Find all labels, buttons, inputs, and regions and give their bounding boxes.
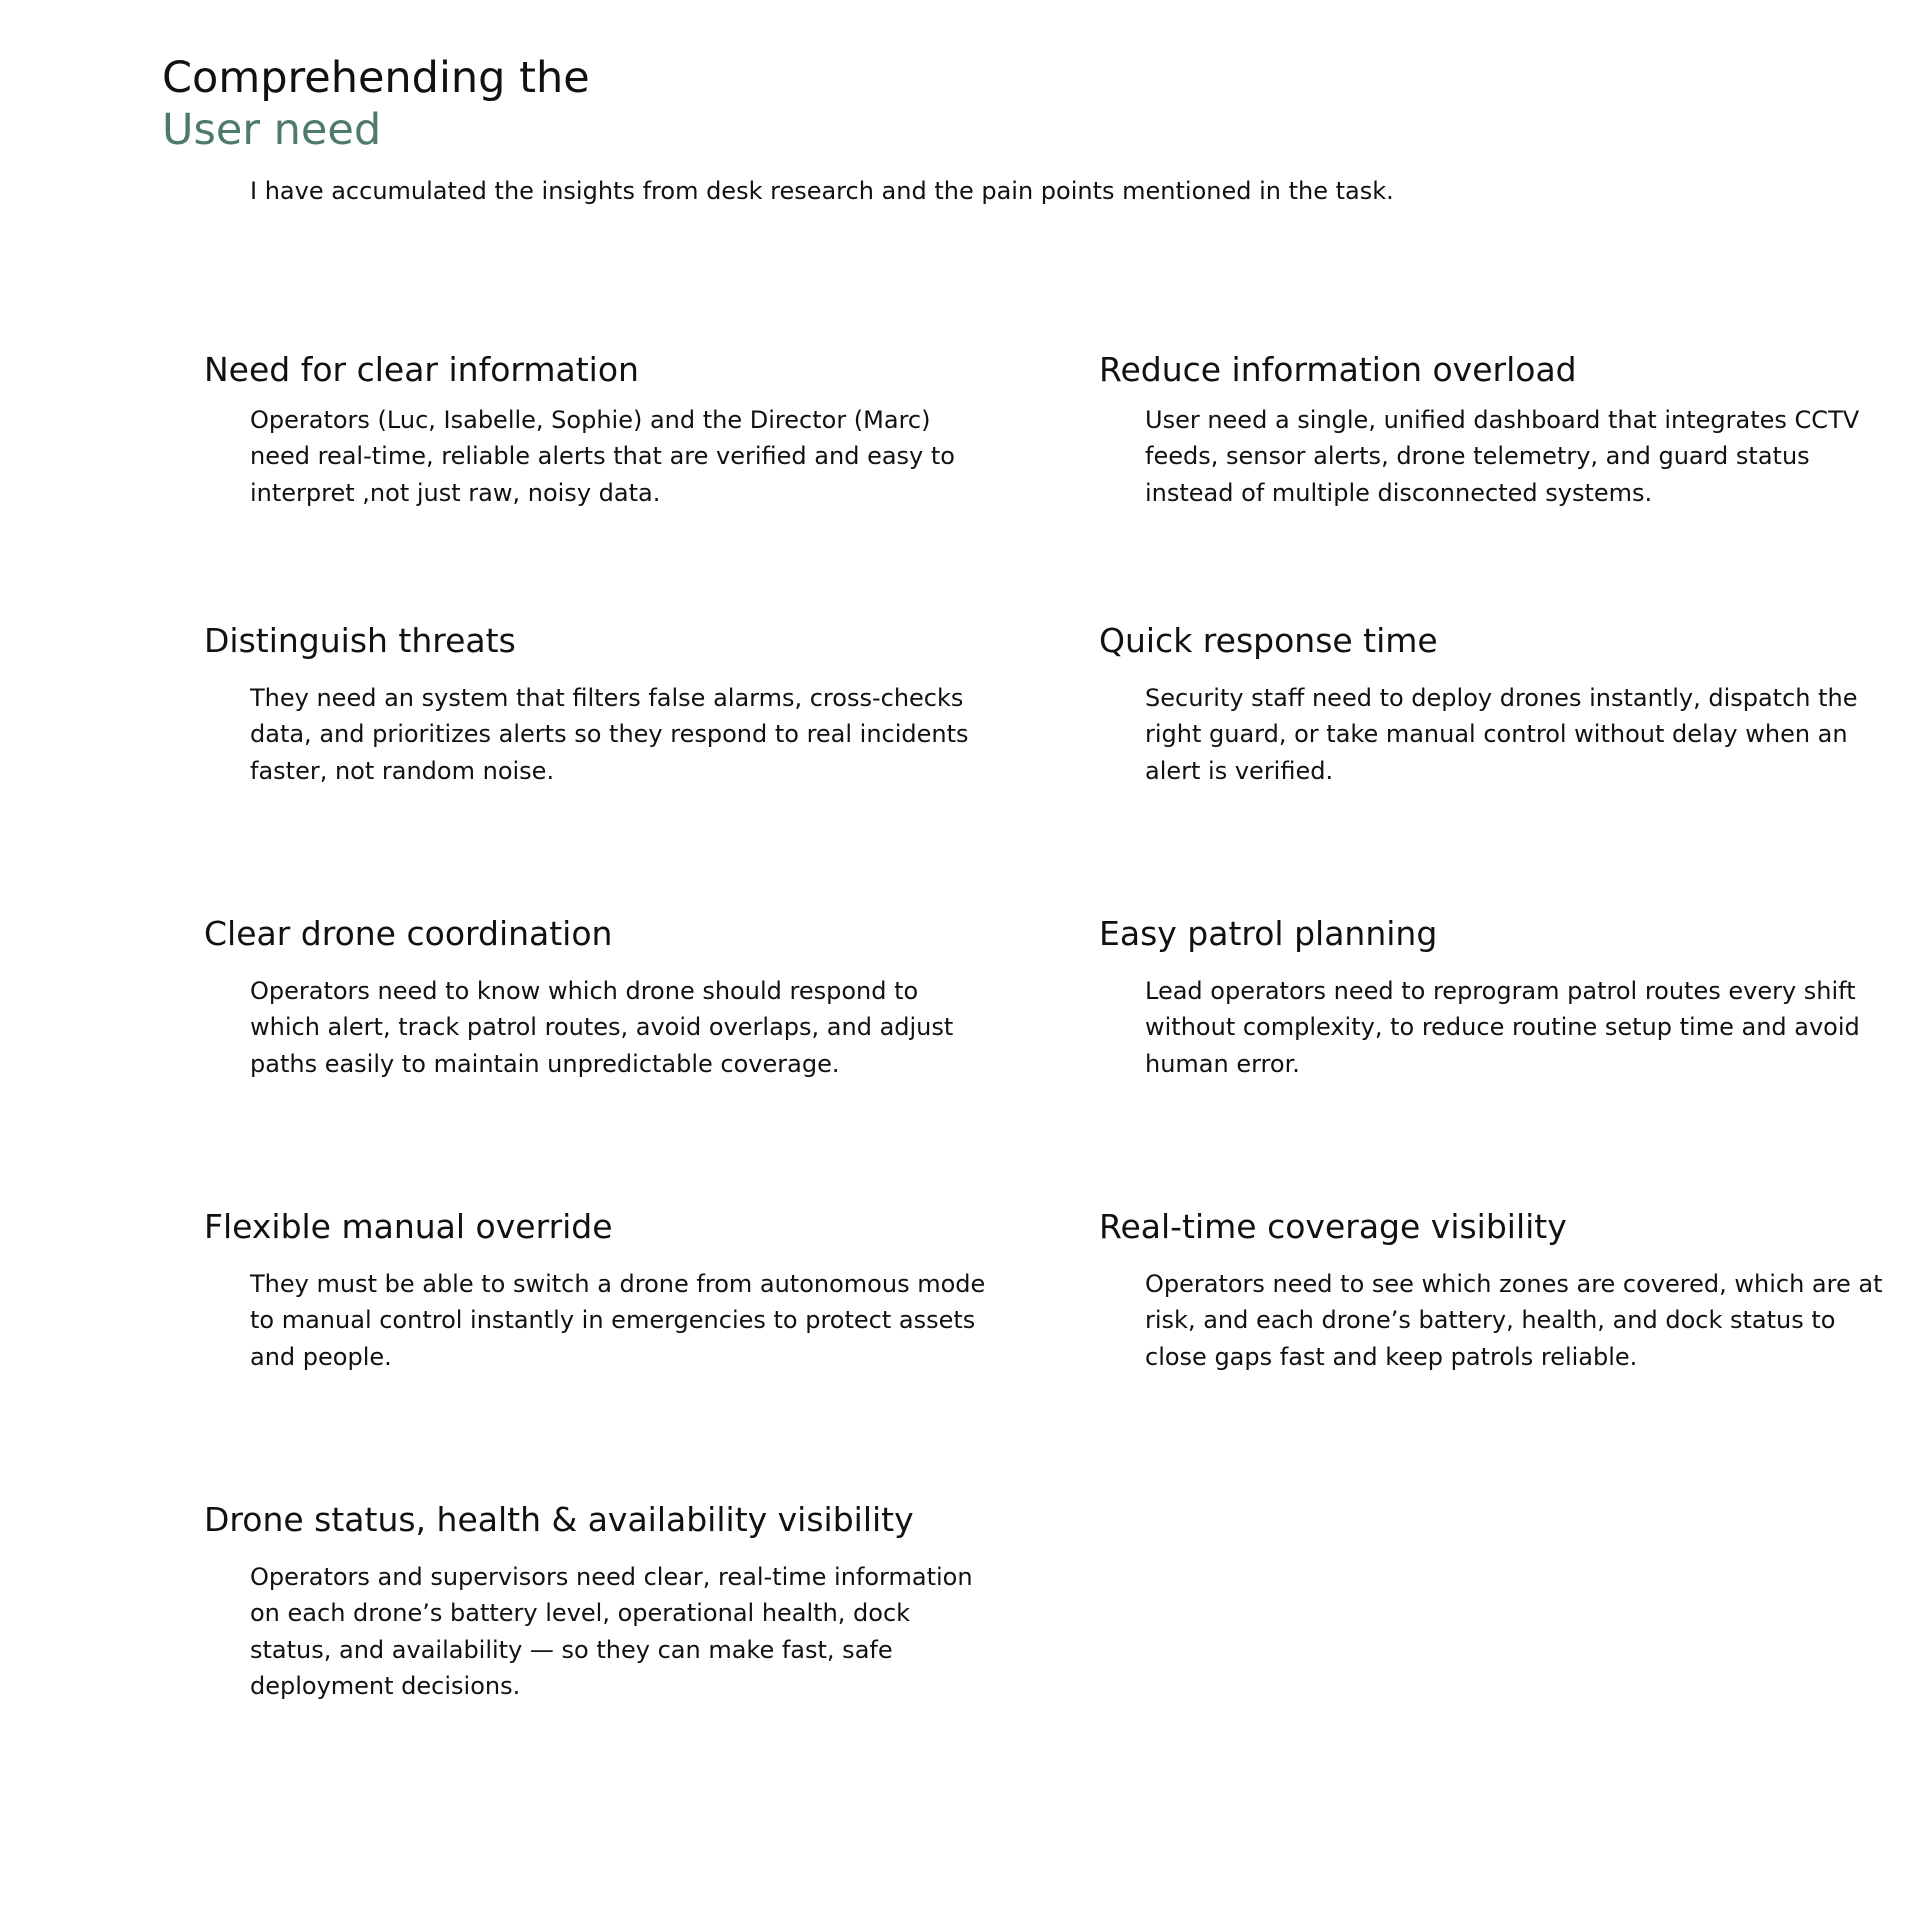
need-description: Operators and supervisors need clear, real-time information on each drone’s battery level, operational health, dock status, and availability — so they can make fast, safe deployment decisions.: [250, 1563, 973, 1700]
need-title: Need for clear information: [204, 350, 639, 389]
need-description: Lead operators need to reprogram patrol routes every shift without complexity, to reduce routine setup time and avoid human error.: [1145, 977, 1860, 1078]
intro-text: I have accumulated the insights from desk research and the pain points mentioned in the task.: [250, 177, 1394, 205]
need-title: Reduce information overload: [1099, 350, 1577, 389]
need-title: Flexible manual override: [204, 1207, 613, 1246]
need-title: Real-time coverage visibility: [1099, 1207, 1567, 1246]
need-description: Security staff need to deploy drones instantly, dispatch the right guard, or take manual control without delay when an alert is verified.: [1145, 684, 1858, 785]
need-description: Operators need to see which zones are covered, which are at risk, and each drone’s battery, health, and dock status to close gaps fast and keep patrols reliable.: [1145, 1270, 1883, 1371]
need-card: [1099, 620, 1879, 789]
page-subtitle: User need: [162, 105, 382, 155]
need-description: They must be able to switch a drone from autonomous mode to manual control instantly in emergencies to protect assets and people.: [250, 1270, 986, 1371]
need-card: [1099, 913, 1879, 1082]
need-card: [1099, 1206, 1883, 1375]
need-description: They need an system that filters false alarms, cross-checks data, and prioritizes alerts so they respond to real incidents faster, not random noise.: [250, 684, 969, 785]
need-card: [204, 349, 984, 511]
need-card: [204, 1499, 984, 1704]
page-title: Comprehending the: [162, 53, 590, 103]
need-description: Operators (Luc, Isabelle, Sophie) and the Director (Marc) need real-time, reliable alerts that are verified and easy to interpret ,not just raw, noisy data.: [250, 406, 955, 507]
need-card: [204, 913, 984, 1082]
need-card: [204, 1206, 984, 1375]
need-description: Operators need to know which drone should respond to which alert, track patrol routes, avoid overlaps, and adjust paths easily to maintain unpredictable coverage.: [250, 977, 954, 1078]
need-title: Distinguish threats: [204, 621, 516, 660]
need-description: User need a single, unified dashboard that integrates CCTV feeds, sensor alerts, drone telemetry, and guard status instead of multiple disconnected systems.: [1145, 406, 1860, 507]
need-card: [204, 620, 984, 789]
need-title: Clear drone coordination: [204, 914, 613, 953]
need-title: Drone status, health & availability visibility: [204, 1500, 914, 1539]
need-title: Easy patrol planning: [1099, 914, 1438, 953]
need-card: [1099, 349, 1879, 511]
need-title: Quick response time: [1099, 621, 1438, 660]
